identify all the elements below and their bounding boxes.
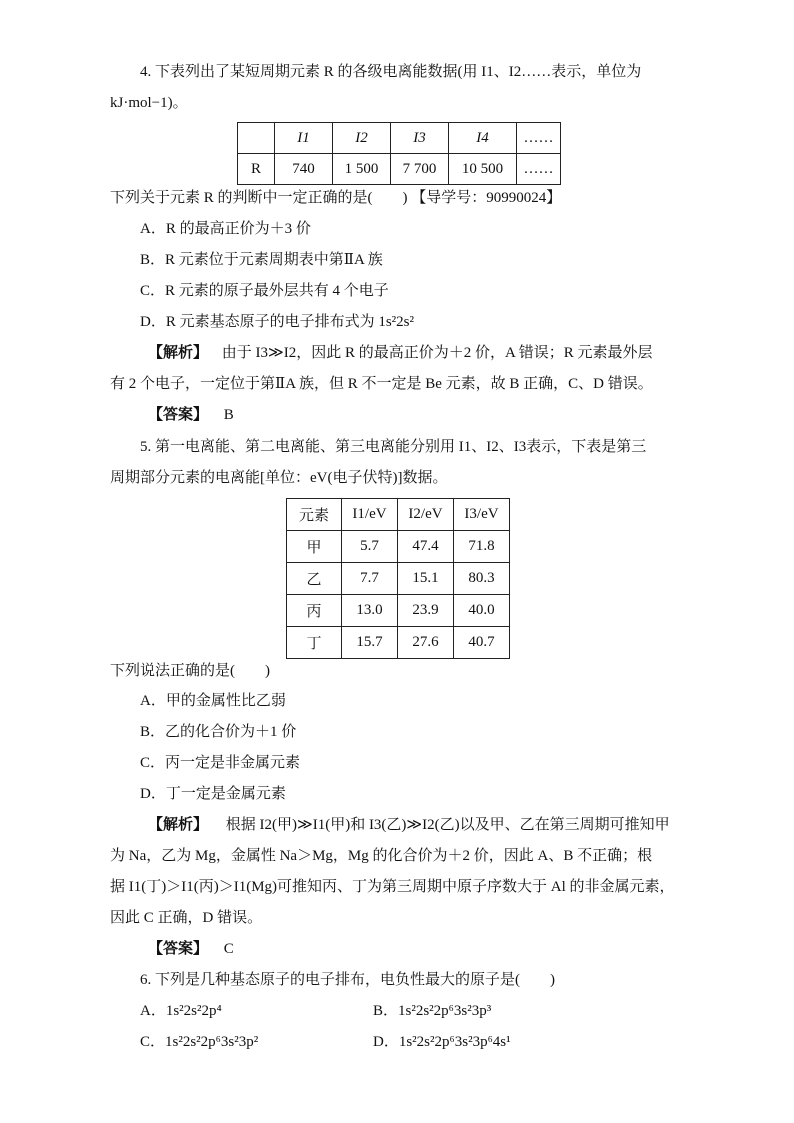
q5-ionization-table — [286, 498, 510, 659]
table-row — [287, 563, 510, 595]
q6-stem-line — [140, 970, 555, 990]
table-cell: 80.3 — [454, 563, 510, 595]
q4-answer-line — [148, 405, 234, 425]
q5-analysis-line-2: 为 Na，乙为 Mg，金属性 Na＞Mg，Mg 的化合价为＋2 价，因此 A、B 不正确；根 — [110, 848, 653, 864]
table-cell: I2/eV — [398, 499, 454, 531]
table-header-row — [287, 499, 510, 531]
table-cell: 丙 — [287, 595, 342, 627]
table-cell: 丁 — [287, 627, 342, 659]
q4-analysis-1: 由于 I3≫I2，因此 R 的最高正价为＋2 价，A 错误；R 元素最外层 — [221, 345, 653, 361]
table-cell: I4 — [449, 123, 517, 154]
table-cell: 13.0 — [342, 595, 398, 627]
q5-option-c: C．丙一定是非金属元素 — [140, 755, 301, 771]
q6-option-b: B．1s²2s²2p⁶3s²3p³ — [373, 1003, 492, 1019]
table-cell: I1 — [275, 123, 333, 154]
q4-option-c: C．R 元素的原子最外层共有 4 个电子 — [140, 283, 389, 299]
table-cell: I2 — [333, 123, 391, 154]
table-cell: 甲 — [287, 531, 342, 563]
q5-analysis-line-4: 因此 C 正确，D 错误。 — [110, 910, 263, 926]
q5-answer: C — [223, 941, 234, 957]
table-cell: I3 — [391, 123, 449, 154]
table-cell: …… — [517, 123, 561, 154]
q4-analysis-tag: 【解析】 — [148, 345, 209, 361]
table-cell: 47.4 — [398, 531, 454, 563]
q5-analysis-tag: 【解析】 — [148, 817, 209, 833]
q6-option-a: A．1s²2s²2p⁴ — [140, 1003, 222, 1019]
q5-analysis-1: 根据 I2(甲)≫I1(甲)和 I3(乙)≫I2(乙)以及甲、乙在第三周期可推知甲 — [225, 817, 670, 833]
q4-stem-line-1 — [140, 62, 641, 82]
table-cell: 71.8 — [454, 531, 510, 563]
q6-option-d: D．1s²2s²2p⁶3s²3p⁶4s¹ — [373, 1034, 511, 1050]
q6-option-c: C．1s²2s²2p⁶3s²3p² — [140, 1034, 259, 1050]
table-row — [287, 595, 510, 627]
table-cell: 乙 — [287, 563, 342, 595]
q4-option-a: A．R 的最高正价为＋3 价 — [140, 221, 311, 237]
q4-option-b: B．R 元素位于元素周期表中第ⅡA 族 — [140, 252, 383, 268]
q4-answer-tag: 【答案】 — [148, 407, 209, 423]
q4-guide-number: 【导学号：90990024】 — [411, 190, 562, 206]
q4-option-d: D．R 元素基态原子的电子排布式为 1s²2s² — [140, 314, 415, 330]
table-header-row — [238, 123, 561, 154]
table-cell: I1/eV — [342, 499, 398, 531]
table-cell: …… — [517, 154, 561, 185]
table-cell — [238, 123, 275, 154]
q5-analysis-line-1 — [148, 815, 670, 835]
table-cell: 15.1 — [398, 563, 454, 595]
table-cell: I3/eV — [454, 499, 510, 531]
q4-question-line — [110, 188, 561, 208]
q4-number: 4. — [140, 64, 152, 80]
table-cell: 1 500 — [333, 154, 391, 185]
q4-question: 下列关于元素 R 的判断中一定正确的是( ) — [110, 190, 408, 206]
table-cell: 15.7 — [342, 627, 398, 659]
q5-stem-1: 第一电离能、第二电离能、第三电离能分别用 I1、I2、I3表示，下表是第三 — [155, 439, 647, 455]
q5-option-a: A．甲的金属性比乙弱 — [140, 693, 286, 709]
table-row — [287, 627, 510, 659]
table-cell: 40.0 — [454, 595, 510, 627]
table-cell: 7.7 — [342, 563, 398, 595]
q4-analysis-line-1 — [148, 343, 652, 363]
table-cell: 7 700 — [391, 154, 449, 185]
table-cell: 23.9 — [398, 595, 454, 627]
q6-stem: 下列是几种基态原子的电子排布，电负性最大的原子是( ) — [155, 972, 555, 988]
q5-stem-line-1 — [140, 437, 646, 457]
q5-option-b: B．乙的化合价为＋1 价 — [140, 724, 297, 740]
q4-stem-1: 下表列出了某短周期元素 R 的各级电离能数据(用 I1、I2……表示，单位为 — [155, 64, 642, 80]
table-cell: 40.7 — [454, 627, 510, 659]
table-cell: 元素 — [287, 499, 342, 531]
table-cell: 10 500 — [449, 154, 517, 185]
q5-analysis-line-3: 据 I1(丁)＞I1(丙)＞I1(Mg)可推知丙、丁为第三周期中原子序数大于 Al 的非金属元素， — [110, 879, 675, 895]
q4-stem-line-2: kJ·mol−1)。 — [110, 95, 188, 111]
table-cell: 5.7 — [342, 531, 398, 563]
q4-answer: B — [223, 407, 234, 423]
q5-number: 5. — [140, 439, 152, 455]
q4-ionization-table — [237, 122, 561, 185]
q5-answer-line — [148, 939, 234, 959]
table-row — [238, 154, 561, 185]
q5-option-d: D．丁一定是金属元素 — [140, 786, 286, 802]
q5-question: 下列说法正确的是( ) — [110, 663, 270, 679]
q5-stem-line-2: 周期部分元素的电离能[单位：eV(电子伏特)]数据。 — [110, 470, 448, 486]
table-cell: 740 — [275, 154, 333, 185]
table-cell: R — [238, 154, 275, 185]
table-cell: 27.6 — [398, 627, 454, 659]
q6-number: 6. — [140, 972, 152, 988]
table-row — [287, 531, 510, 563]
q4-analysis-line-2: 有 2 个电子，一定位于第ⅡA 族，但 R 不一定是 Be 元素，故 B 正确，C、D 错误。 — [110, 376, 653, 392]
q5-answer-tag: 【答案】 — [148, 941, 209, 957]
